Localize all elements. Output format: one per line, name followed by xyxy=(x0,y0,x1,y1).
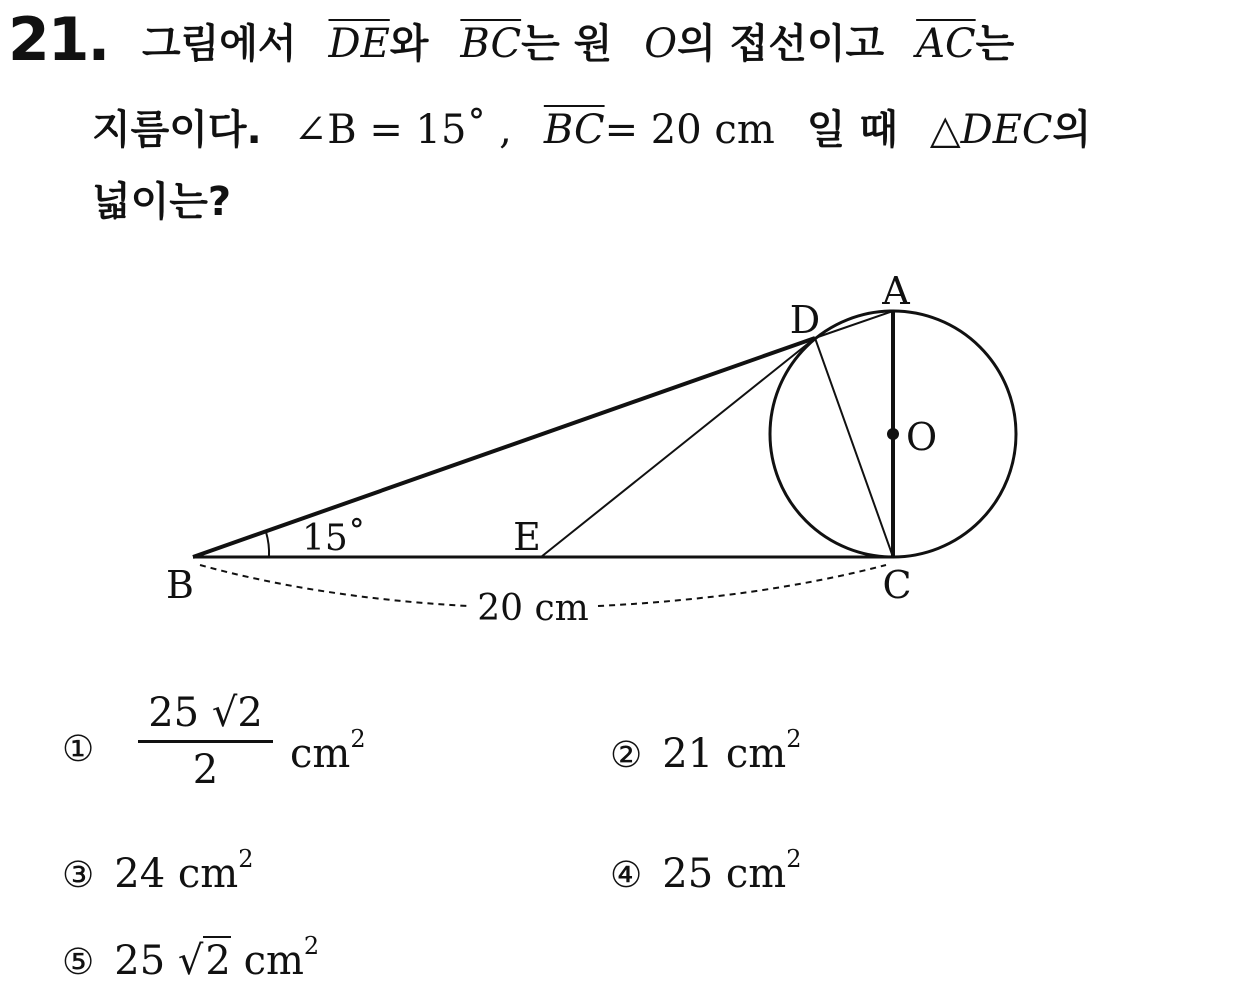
question-text-2: 와 xyxy=(389,21,429,67)
choice-3-circle-number[interactable]: ③ xyxy=(62,855,95,896)
length-brace xyxy=(200,565,468,606)
length-expression: = 20 cm xyxy=(604,107,775,153)
choice-5[interactable]: ⑤ 25 √2 $cm^2$ xyxy=(62,932,320,984)
question-text-6: 지름이다. xyxy=(92,107,262,153)
length-brace-right xyxy=(598,565,886,606)
question-text-1: 그림에서 xyxy=(142,21,297,67)
choice-1-numerator: 25 √2 xyxy=(138,690,273,743)
label-o: O xyxy=(906,415,938,459)
choice-2-circle-number[interactable]: ② xyxy=(610,735,643,776)
segment-da-line xyxy=(815,311,893,338)
question-text-7: 일 때 xyxy=(806,107,898,153)
choice-2-value: 21 xyxy=(662,731,714,777)
question-text-8: 의 xyxy=(1052,107,1092,153)
question-text-5: 는 xyxy=(975,21,1015,67)
choice-4-circle-number[interactable]: ④ xyxy=(610,855,643,896)
choice-5-unit: cm xyxy=(243,938,304,984)
center-dot xyxy=(887,428,899,440)
choice-1-unit-text: cm xyxy=(290,731,351,777)
label-b: B xyxy=(166,563,194,607)
label-c: C xyxy=(882,563,912,607)
segment-bc: $\overline{BC}$ xyxy=(460,21,522,67)
segment-dc-line xyxy=(815,338,893,557)
choice-5-radicand: 2 xyxy=(205,938,231,984)
question-text-9: 넓이는? xyxy=(92,179,232,225)
choice-1-fraction[interactable] xyxy=(138,690,273,793)
question-line-1 xyxy=(142,14,1014,74)
choice-4-value: 25 xyxy=(662,851,714,897)
label-a: A xyxy=(882,269,910,313)
angle-arc-b xyxy=(266,532,269,557)
geometry-diagram xyxy=(0,250,1242,650)
choice-1-exponent: 2 xyxy=(350,725,366,753)
question-number: 21. xyxy=(8,5,109,75)
choice-1-unit xyxy=(290,725,366,777)
choice-5-circle-number[interactable]: ⑤ xyxy=(62,942,95,983)
choice-4-exponent: 2 xyxy=(786,845,802,873)
choice-2-unit: cm xyxy=(725,731,787,777)
choice-3-value: 24 xyxy=(114,851,166,897)
choice-1-coef: 25 xyxy=(148,690,200,736)
segment-ac: $\overline{AC}$ xyxy=(916,21,976,67)
choice-1-denominator: 2 xyxy=(192,747,219,793)
label-e: E xyxy=(513,515,541,559)
label-d: D xyxy=(789,298,821,342)
choice-5-exponent: 2 xyxy=(303,932,320,960)
choice-1-radicand: 2 xyxy=(237,690,263,736)
choice-3[interactable] xyxy=(62,845,254,897)
length-label: 20 cm xyxy=(477,588,589,629)
choice-2-exponent: 2 xyxy=(786,725,802,753)
choice-4-unit: cm xyxy=(725,851,787,897)
choice-5-value: 25 xyxy=(114,938,166,984)
angle-expression: ∠B = 15˚ , xyxy=(293,107,512,153)
segment-ed-line xyxy=(541,338,815,557)
question-line-3 xyxy=(92,172,231,232)
segment-bc-2: $\overline{BC}$ xyxy=(543,107,605,153)
choice-3-exponent: 2 xyxy=(238,845,254,873)
segment-de: $\overline{DE}$ xyxy=(328,21,390,67)
angle-label: 15˚ xyxy=(302,518,366,559)
question-text-3: 는 원 xyxy=(521,21,613,67)
segment-bd-line xyxy=(193,338,815,557)
choice-2[interactable] xyxy=(610,725,802,777)
choice-4[interactable] xyxy=(610,845,802,897)
question-line-2 xyxy=(92,100,1091,160)
point-o: O xyxy=(644,21,678,67)
question-text-4: 의 접선이고 xyxy=(677,21,885,67)
choice-1-circle-number[interactable]: ① xyxy=(62,729,95,770)
choice-3-unit: cm xyxy=(177,851,239,897)
choice-1-number[interactable] xyxy=(62,725,114,771)
triangle-expression: △DEC xyxy=(929,107,1053,153)
